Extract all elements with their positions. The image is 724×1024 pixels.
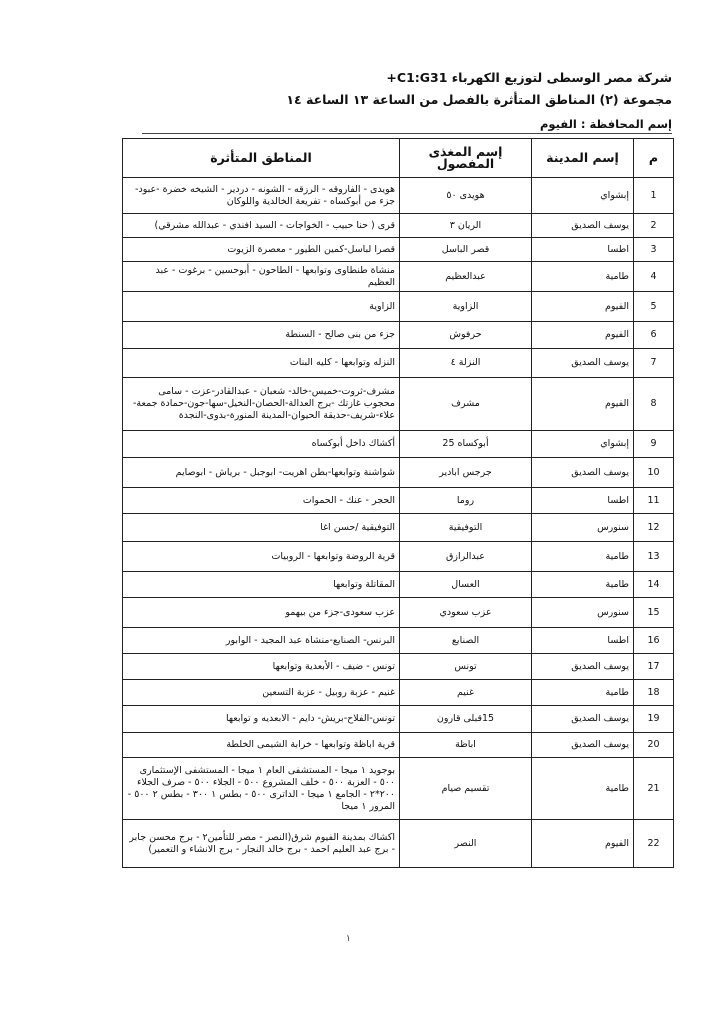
row-feeder: مشرف xyxy=(400,378,532,431)
row-city: اطسا xyxy=(532,488,634,514)
row-number: 6 xyxy=(634,322,674,349)
row-areas: عزب سعودى-جزء من بيهمو xyxy=(123,598,400,628)
col-header-areas: المناطق المتأثرة xyxy=(123,139,400,178)
table-row xyxy=(123,680,674,706)
row-areas: شواشنة وتوابعها-بطن اهريت- ابوجبل - برياش - ابوصايم xyxy=(123,458,400,488)
row-number: 14 xyxy=(634,572,674,598)
table-header-row xyxy=(123,139,674,178)
row-city: اطسا xyxy=(532,628,634,654)
row-city: اطسا xyxy=(532,238,634,262)
table-row xyxy=(123,542,674,572)
row-city: إبشواي xyxy=(532,178,634,214)
row-feeder: عبدالرازق xyxy=(400,542,532,572)
row-feeder: هويدى ٥٠ xyxy=(400,178,532,214)
row-number: 9 xyxy=(634,431,674,458)
row-areas: الحجر - عنك - الحموات xyxy=(123,488,400,514)
page-number: ١ xyxy=(346,934,351,944)
row-areas: جزء من بنى صالح - السنطة xyxy=(123,322,400,349)
row-feeder: تقسيم صيام xyxy=(400,758,532,820)
table-row xyxy=(123,598,674,628)
table-row xyxy=(123,238,674,262)
row-feeder: روما xyxy=(400,488,532,514)
row-areas: مشرف-ثروت-خميس-خالد- شعبان - عبدالقادر-عزت - سامى محجوب غازتك -برج العدالة-الحصان-النخيل-سها-جون-حمادة جمعة-علاء-شريف-حديقة الحيوان-المدينة المنورة-بدوى-النجدة xyxy=(123,378,400,431)
row-feeder: قصر الباسل xyxy=(400,238,532,262)
row-feeder: الصنايع xyxy=(400,628,532,654)
row-number: 15 xyxy=(634,598,674,628)
col-header-number: م xyxy=(634,139,674,178)
table-row xyxy=(123,628,674,654)
row-areas: تونس-الفلاح-بريش- دايم - الابعديه و توابعها xyxy=(123,706,400,733)
row-number: 12 xyxy=(634,514,674,542)
table-row xyxy=(123,431,674,458)
row-areas: الزاوية xyxy=(123,292,400,322)
row-number: 10 xyxy=(634,458,674,488)
table-row xyxy=(123,349,674,378)
table-row xyxy=(123,654,674,680)
row-city: يوسف الصديق xyxy=(532,214,634,238)
row-city: يوسف الصديق xyxy=(532,349,634,378)
header-divider xyxy=(142,133,672,134)
row-city: الفيوم xyxy=(532,322,634,349)
row-city: طامية xyxy=(532,262,634,292)
table-row xyxy=(123,820,674,868)
row-number: 17 xyxy=(634,654,674,680)
row-number: 1 xyxy=(634,178,674,214)
row-city: سنورس xyxy=(532,598,634,628)
row-areas: قرية الروضة وتوابعها - الروبيات xyxy=(123,542,400,572)
row-city: يوسف الصديق xyxy=(532,706,634,733)
row-city: سنورس xyxy=(532,514,634,542)
row-feeder: عزب سعودي xyxy=(400,598,532,628)
table-row xyxy=(123,322,674,349)
table-row xyxy=(123,514,674,542)
row-city: الفيوم xyxy=(532,378,634,431)
row-feeder: العسال xyxy=(400,572,532,598)
table-row xyxy=(123,488,674,514)
col-header-city: إسم المدينة xyxy=(532,139,634,178)
row-number: 19 xyxy=(634,706,674,733)
row-number: 11 xyxy=(634,488,674,514)
row-areas: التوفيقية /حسن اغا xyxy=(123,514,400,542)
row-number: 8 xyxy=(634,378,674,431)
table-row xyxy=(123,178,674,214)
row-areas: أكشاك داخل أبوكساه xyxy=(123,431,400,458)
row-feeder: الزاوية xyxy=(400,292,532,322)
row-city: طامية xyxy=(532,542,634,572)
row-areas: اكشاك بمدينة الفيوم شرق(النصر - مصر للتأمين٢ - برج محسن جابر - برج عبد العليم احمد - برج خالد النجار - برج الانشاء و التعمير) xyxy=(123,820,400,868)
table-row xyxy=(123,292,674,322)
row-areas: البرنس- الصنايع-منشاة عبد المجيد - الوابور xyxy=(123,628,400,654)
table-row xyxy=(123,706,674,733)
row-areas: المقاتلة وتوابعها xyxy=(123,572,400,598)
row-areas: قرى ( حنا حبيب - الخواجات - السيد افندي - عبدالله مشرقي) xyxy=(123,214,400,238)
row-number: 3 xyxy=(634,238,674,262)
row-areas: منشاة طنطاوى وتوابعها - الطاحون - أبوحسين - برغوت - عبد العظيم xyxy=(123,262,400,292)
row-number: 4 xyxy=(634,262,674,292)
row-number: 16 xyxy=(634,628,674,654)
row-number: 20 xyxy=(634,733,674,758)
row-city: الفيوم xyxy=(532,820,634,868)
row-city: طامية xyxy=(532,758,634,820)
row-city: طامية xyxy=(532,572,634,598)
row-feeder: 15قبلى قارون xyxy=(400,706,532,733)
row-feeder: عبدالعظيم xyxy=(400,262,532,292)
group-title: مجموعة (٢) المناطق المتأثرة بالفصل من الساعة ١٣ الساعة ١٤ xyxy=(286,92,672,107)
row-areas: قصرا لباسل-كمين الطيور - معصرة الزيوت xyxy=(123,238,400,262)
row-city: يوسف الصديق xyxy=(532,458,634,488)
row-areas: قرية اباظة وتوابعها - خرابة الشيمى الخلطة xyxy=(123,733,400,758)
row-number: 18 xyxy=(634,680,674,706)
row-feeder: اباظة xyxy=(400,733,532,758)
row-city: إبشواي xyxy=(532,431,634,458)
row-feeder: جرجس ابادير xyxy=(400,458,532,488)
affected-areas-table xyxy=(122,138,674,868)
row-city: يوسف الصديق xyxy=(532,654,634,680)
row-city: طامية xyxy=(532,680,634,706)
row-number: 2 xyxy=(634,214,674,238)
row-number: 7 xyxy=(634,349,674,378)
row-feeder: النزلة ٤ xyxy=(400,349,532,378)
col-header-feeder: إسم المغذى المفصول xyxy=(400,139,532,178)
row-areas: هويدى - الفاروقه - الرزقه - الشونه - دردير - الشيخه خضرة -عبود-جزء من أبوكساه - تفريعة الخالدية واللوكان xyxy=(123,178,400,214)
table-row xyxy=(123,758,674,820)
row-city: الفيوم xyxy=(532,292,634,322)
table-row xyxy=(123,572,674,598)
row-number: 13 xyxy=(634,542,674,572)
row-number: 22 xyxy=(634,820,674,868)
table-row xyxy=(123,458,674,488)
row-feeder: غنيم xyxy=(400,680,532,706)
row-feeder: النصر xyxy=(400,820,532,868)
row-feeder: تونس xyxy=(400,654,532,680)
row-city: يوسف الصديق xyxy=(532,733,634,758)
company-title: شركة مصر الوسطى لتوزيع الكهرباء C1:G31+ xyxy=(386,70,672,85)
table-row xyxy=(123,733,674,758)
row-areas: بوجويد ١ ميجا - المستشفى العام ١ ميجا - المستشفى الإستثمارى ٥٠٠ - العزبة ٥٠٠ - خلف المشروع ٥٠٠ - الجلاء ٥٠٠ - صرف الجلاء ٢٠٠*٢ - الجامع ١ ميجا - الداترى ٥٠٠ - بطس ١ ٣٠٠ - بطس ٢ ٥٠٠ - المرور ١ ميجا xyxy=(123,758,400,820)
table-row xyxy=(123,214,674,238)
row-areas: غنيم - عزبة روبيل - عزبة التسعين xyxy=(123,680,400,706)
row-areas: تونس - ضيف - الأبعدية وتوابعها xyxy=(123,654,400,680)
row-feeder: أبوكساه 25 xyxy=(400,431,532,458)
row-feeder: التوفيقية xyxy=(400,514,532,542)
row-feeder: الريان ٣ xyxy=(400,214,532,238)
row-areas: النزله وتوابعها - كليه البنات xyxy=(123,349,400,378)
table-row xyxy=(123,262,674,292)
row-number: 5 xyxy=(634,292,674,322)
table-row xyxy=(123,378,674,431)
governorate-label: إسم المحافظة : الفيوم xyxy=(539,117,672,131)
row-number: 21 xyxy=(634,758,674,820)
row-feeder: حرفوش xyxy=(400,322,532,349)
